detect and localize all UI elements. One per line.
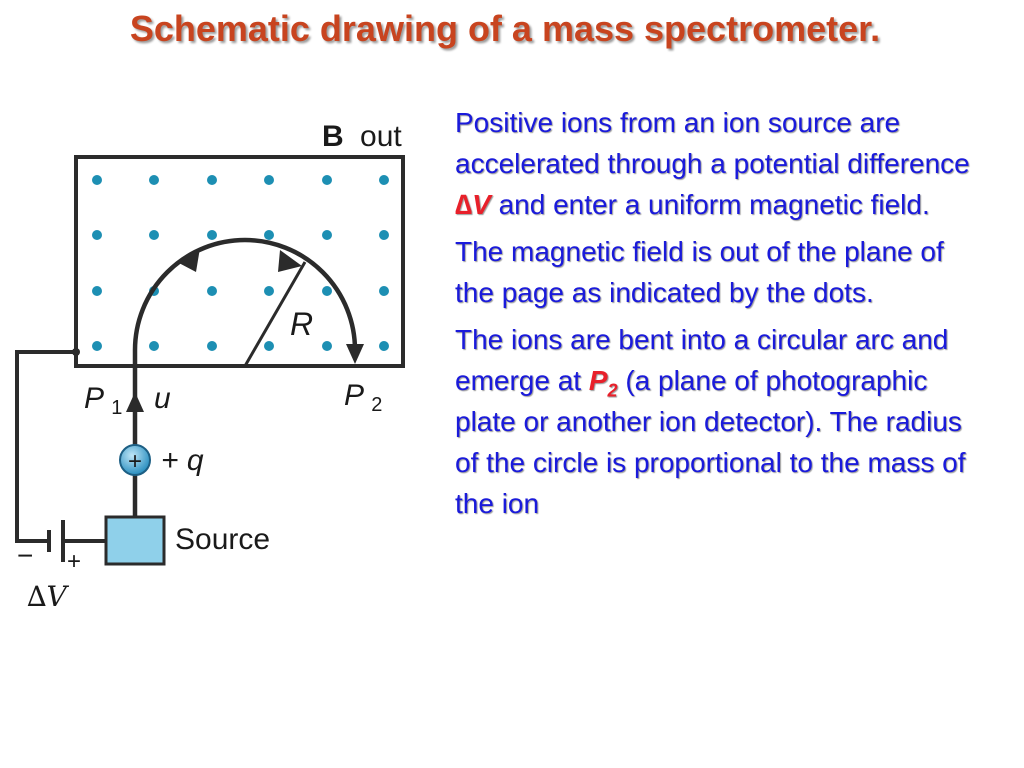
field-dot — [379, 341, 389, 351]
p1-text-start: Positive ions from an ion source are accelerated through a potential difference — [455, 107, 970, 179]
p1-letter: P — [84, 382, 103, 415]
p2-highlight — [588, 365, 618, 401]
charge-label: + q — [161, 444, 204, 477]
explanation-text — [455, 102, 975, 530]
field-dot — [379, 230, 389, 240]
field-dot — [207, 230, 217, 240]
p2-letter: P — [344, 379, 363, 412]
paragraph-field-direction: The magnetic field is out of the plane of the page as indicated by the dots. — [455, 236, 944, 308]
paragraph-circular-arc — [455, 319, 975, 524]
field-dot — [149, 341, 159, 351]
field-dot — [322, 286, 332, 296]
field-dot — [322, 341, 332, 351]
p2-label — [344, 379, 382, 416]
paragraph-ion-acceleration — [455, 102, 975, 225]
p2-subscript: 2 — [371, 394, 383, 416]
field-dot — [322, 175, 332, 185]
field-dot — [379, 286, 389, 296]
p2-highlight-letter: P — [588, 365, 608, 396]
field-dot — [207, 286, 217, 296]
field-dot — [92, 175, 102, 185]
field-dot — [264, 286, 274, 296]
field-dot — [149, 230, 159, 240]
field-dot — [92, 341, 102, 351]
field-dot — [379, 175, 389, 185]
ion-source-box — [106, 517, 164, 564]
p1-subscript: 1 — [111, 397, 123, 419]
field-dot — [207, 175, 217, 185]
delta-v-highlight: ∆V — [455, 189, 491, 220]
ion-sign: + — [127, 448, 143, 475]
minus-label: − — [17, 540, 34, 571]
b-out-text: out — [360, 120, 402, 153]
p3-text-start: The ions are bent into a circular arc and emerge at — [455, 324, 949, 396]
source-label: Source — [175, 523, 271, 556]
u-label: u — [154, 382, 171, 415]
field-dot — [264, 175, 274, 185]
p3-text-end: (a plane of photographic plate or another ion detector). The radius of the circle is proportional to the mass of the ion — [455, 365, 966, 519]
b-field-label — [322, 120, 402, 153]
field-dot — [207, 341, 217, 351]
field-dot — [149, 175, 159, 185]
velocity-arrow — [126, 392, 144, 412]
r-label: R — [290, 306, 314, 342]
field-dot — [264, 341, 274, 351]
slide-title: Schematic drawing of a mass spectrometer. — [129, 8, 881, 49]
field-dot — [92, 286, 102, 296]
p1-label — [84, 382, 122, 419]
wire-junction — [72, 348, 80, 356]
p1-text-end: and enter a uniform magnetic field. — [490, 189, 930, 220]
circuit-wire — [17, 352, 76, 541]
field-dot — [92, 230, 102, 240]
delta-v-label: ∆V — [27, 580, 67, 613]
field-dot — [322, 230, 332, 240]
b-symbol: B — [322, 120, 344, 153]
mass-spectrometer-diagram — [0, 90, 440, 630]
field-dot — [264, 230, 274, 240]
p2-highlight-subscript: 2 — [607, 380, 618, 401]
plus-label: + — [67, 548, 82, 575]
